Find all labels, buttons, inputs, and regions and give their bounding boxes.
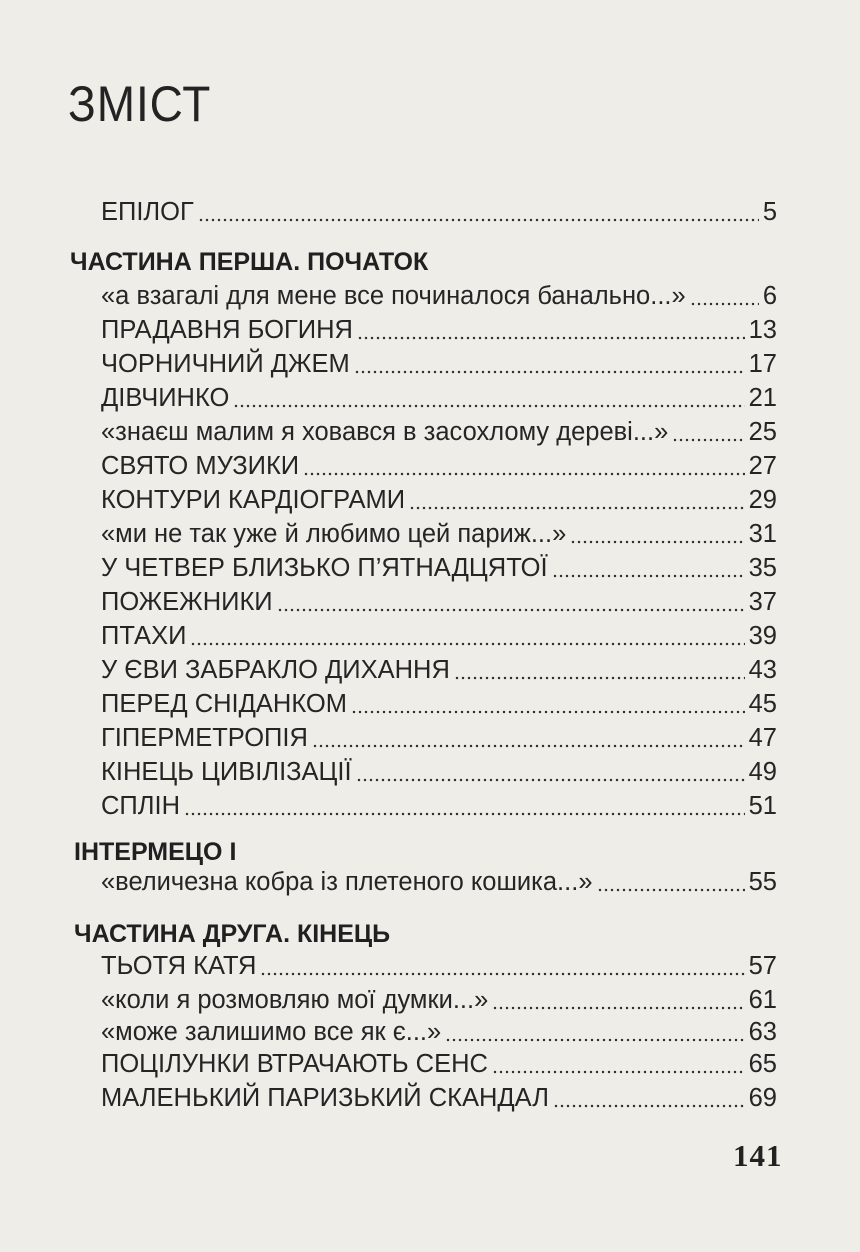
dot-leader: [354, 370, 745, 374]
toc-entry: [101, 484, 777, 516]
dot-leader: [184, 812, 745, 816]
toc-entry-label: ПРАДАВНЯ БОГИНЯ: [101, 316, 353, 344]
toc-entry-page: 29: [748, 486, 777, 514]
toc-entry-page: 39: [748, 622, 777, 650]
dot-leader: [553, 1104, 745, 1108]
dot-leader: [233, 404, 744, 408]
toc-entry-page: 61: [748, 986, 777, 1014]
toc-entry-label: МАЛЕНЬКИЙ ПАРИЗЬКИЙ СКАНДАЛ: [101, 1084, 549, 1112]
dot-leader: [312, 744, 745, 748]
toc-entry-label: КІНЕЦЬ ЦИВІЛІЗАЦІЇ: [101, 758, 352, 786]
toc-entry-label: «знаєш малим я ховався в засохлому дереві...»: [101, 418, 669, 446]
toc-entry: [101, 348, 777, 380]
toc-entry: [101, 1082, 777, 1114]
toc-entry-page: 69: [748, 1084, 777, 1112]
toc-entry-page: 65: [748, 1050, 777, 1078]
toc-entry: [101, 1016, 777, 1048]
dot-leader: [492, 1070, 745, 1074]
dot-leader: [454, 676, 745, 680]
page-number: 141: [733, 1138, 783, 1173]
dot-leader: [552, 574, 745, 578]
toc-entry-page: 17: [748, 350, 777, 378]
dot-leader: [260, 972, 744, 976]
toc-entry-label: ЕПІЛОГ: [101, 198, 194, 226]
toc-entry-page: 51: [748, 792, 777, 820]
toc-entry: [101, 620, 777, 652]
dot-leader: [445, 1038, 744, 1042]
dot-leader: [351, 710, 745, 714]
toc-entry: [101, 552, 777, 584]
toc-entry-page: 63: [748, 1018, 777, 1046]
dot-leader: [190, 642, 744, 646]
toc-entry: [101, 984, 777, 1016]
dot-leader: [356, 778, 745, 782]
dot-leader: [198, 218, 759, 222]
toc-entry-page: 6: [762, 282, 777, 310]
toc-entry: [101, 416, 777, 448]
toc-entry: [101, 722, 777, 754]
toc-entry: [101, 688, 777, 720]
toc-entry-label: ПТАХИ: [101, 622, 187, 650]
section-heading-part1: ЧАСТИНА ПЕРША. ПОЧАТОК: [70, 248, 429, 276]
toc-entry: [101, 518, 777, 550]
toc-entry-label: ПОЦІЛУНКИ ВТРАЧАЮТЬ СЕНС: [101, 1050, 488, 1078]
toc-entry: [101, 450, 777, 482]
toc-entry: [101, 950, 777, 982]
toc-entry-page: 45: [748, 690, 777, 718]
toc-entry-label: ПЕРЕД СНІДАНКОМ: [101, 690, 347, 718]
dot-leader: [303, 472, 744, 476]
dot-leader: [492, 1006, 744, 1010]
toc-entry-label: «а взагалі для мене все починалося банально...»: [101, 282, 686, 310]
dot-leader: [690, 302, 759, 306]
toc-entry-page: 37: [748, 588, 777, 616]
toc-entry-page: 21: [748, 384, 777, 412]
toc-entry-label: ПОЖЕЖНИКИ: [101, 588, 273, 616]
toc-entry-label: ТЬОТЯ КАТЯ: [101, 952, 257, 980]
toc-entry-label: «величезна кобра із плетеного кошика...»: [101, 868, 593, 896]
toc-entry-label: «ми не так уже й любимо цей париж...»: [101, 520, 567, 548]
toc-entry-page: 27: [748, 452, 777, 480]
toc-entry-page: 5: [762, 198, 777, 226]
toc-entry-page: 13: [748, 316, 777, 344]
toc-entry-label: У ЧЕТВЕР БЛИЗЬКО П’ЯТНАДЦЯТОЇ: [101, 554, 548, 582]
page-title: ЗМІСТ: [68, 76, 212, 132]
toc-entry: [101, 382, 777, 414]
dot-leader: [357, 336, 745, 340]
toc-entry-label: СВЯТО МУЗИКИ: [101, 452, 300, 480]
toc-entry-label: У ЄВИ ЗАБРАКЛО ДИХАННЯ: [101, 656, 450, 684]
dot-leader: [597, 888, 745, 892]
toc-entry: [101, 790, 777, 822]
toc-entry-page: 49: [748, 758, 777, 786]
toc-entry-page: 55: [748, 868, 777, 896]
toc-entry-label: КОНТУРИ КАРДІОГРАМИ: [101, 486, 406, 514]
toc-entry-label: ДІВЧИНКО: [101, 384, 230, 412]
section-heading-intermezzo: ІНТЕРМЕЦО І: [74, 838, 237, 866]
toc-entry-label: ЧОРНИЧНИЙ ДЖЕМ: [101, 350, 350, 378]
toc-entry-epilog: [101, 196, 777, 228]
dot-leader: [672, 438, 744, 442]
toc-entry: [101, 586, 777, 618]
toc-entry-page: 31: [748, 520, 777, 548]
toc-entry: [101, 654, 777, 686]
toc-entry: [101, 866, 777, 898]
dot-leader: [409, 506, 745, 510]
toc-entry-page: 25: [748, 418, 777, 446]
toc-entry: [101, 314, 777, 346]
toc-entry-label: «може залишимо все як є...»: [101, 1018, 442, 1046]
section-heading-part2: ЧАСТИНА ДРУГА. КІНЕЦЬ: [74, 920, 391, 948]
dot-leader: [570, 540, 744, 544]
toc-entry-label: СПЛІН: [101, 792, 180, 820]
toc-entry-page: 43: [748, 656, 777, 684]
toc-entry-label: «коли я розмовляю мої думки...»: [101, 986, 489, 1014]
toc-entry-label: ГІПЕРМЕТРОПІЯ: [101, 724, 308, 752]
toc-entry: [101, 280, 777, 312]
toc-entry-page: 57: [748, 952, 777, 980]
toc-entry-page: 47: [748, 724, 777, 752]
dot-leader: [277, 608, 745, 612]
toc-entry: [101, 756, 777, 788]
toc-entry: [101, 1048, 777, 1080]
toc-entry-page: 35: [748, 554, 777, 582]
